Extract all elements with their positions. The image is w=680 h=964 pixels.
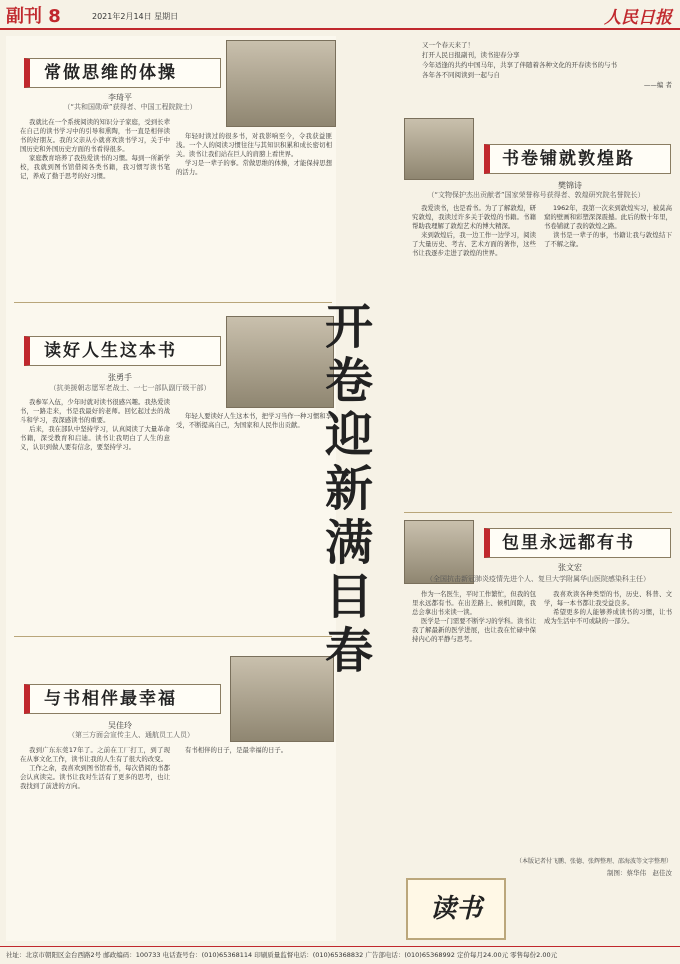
paragraph: 我爱读书，也是看书。为了了解敦煌，研究敦煌，我读过许多关于敦煌的书籍。书籍帮助我理解了敦煌艺术的博大精深。 bbox=[412, 204, 536, 230]
article-3-title: 与书相伴最幸福 bbox=[44, 689, 177, 709]
divider bbox=[14, 636, 332, 637]
paragraph: 学习是一辈子的事。常做思维的体操，才能保持思想的活力。 bbox=[176, 159, 332, 176]
article-1-title: 常做思维的体操 bbox=[44, 63, 177, 83]
paragraph: 希望更多的人能够养成读书的习惯，让书成为生活中不可或缺的一部分。 bbox=[544, 608, 672, 625]
divider bbox=[14, 302, 332, 303]
article-3-author: 吴佳玲 bbox=[108, 721, 132, 730]
read-label: 读书 bbox=[429, 894, 482, 924]
article-5-body-a bbox=[412, 590, 536, 850]
paragraph: 读书是一辈子的事，书籍让我与敦煌结下了不解之缘。 bbox=[544, 231, 672, 248]
article-5-affiliation: （全国抗击新冠肺炎疫情先进个人、复旦大学附属华山医院感染科主任） bbox=[426, 575, 650, 583]
quote-line: 打开人民日报副刊，读书迎春分享 bbox=[422, 51, 520, 59]
paragraph: 我喜欢读各种类型的书，历史、科普、文学，每一本书都让我受益良多。 bbox=[544, 590, 672, 607]
paragraph: 我到广东东莞17年了。之前在工厂打工，到了现在从事文化工作，读书让我的人生有了很大的改变。 bbox=[20, 746, 170, 763]
quote-line: 又一个春天来了！ bbox=[422, 41, 474, 49]
paragraph: 工作之余，我喜欢到图书馆看书，每次借阅的书都会认真读完。读书让我对生活有了更多的思考，也让我找到了前进的方向。 bbox=[20, 764, 170, 790]
quote-line: 今年适逢的共约中国马年，共享了伴随着各种文化的开春读书的与书 bbox=[422, 61, 617, 69]
paragraph: 来到敦煌后，我一边工作一边学习，阅读了大量历史、考古、艺术方面的著作，这些书让我逐步走进了敦煌的世界。 bbox=[412, 231, 536, 257]
paragraph: 医学是一门需要不断学习的学科。读书让我了解最新的医学进展，也让我在忙碌中保持内心的平静与思考。 bbox=[412, 617, 536, 643]
section-title: 副刊 8 bbox=[6, 6, 61, 27]
article-5-body-b bbox=[544, 590, 672, 850]
article-4-body-a bbox=[412, 204, 536, 504]
read-label-box bbox=[406, 878, 506, 940]
article-4-affiliation: （“文物保护杰出贡献者”国家荣誉称号获得者、敦煌研究院名誉院长） bbox=[427, 191, 645, 199]
article-4-photo bbox=[404, 118, 474, 180]
paragraph: 后来，我在部队中坚持学习，认真阅读了大量革命书籍，深受教育和启迪。读书让我明白了人生的意义，认识到做人要有信念，要坚持学习。 bbox=[20, 425, 170, 451]
article-2-affiliation: （抗美援朝志愿军老战士、一七一部队副厅级干部） bbox=[49, 384, 211, 392]
article-4-author: 樊锦诗 bbox=[558, 181, 582, 190]
paragraph: 1962年，我第一次来到敦煌实习，被莫高窟的壁画和彩塑深深震撼。此后的数十年里，书卷铺就了我的敦煌之路。 bbox=[544, 204, 672, 230]
article-3-body-b bbox=[176, 746, 332, 940]
issue-date: 2021年2月14日 星期日 bbox=[92, 12, 179, 21]
article-2-author: 张勇手 bbox=[108, 373, 132, 382]
paragraph: 有书相伴的日子，是最幸福的日子。 bbox=[184, 746, 288, 754]
article-4-body-b bbox=[544, 204, 672, 504]
quote-signature: ——编 者 bbox=[643, 81, 672, 89]
article-2-body-a bbox=[20, 398, 170, 628]
article-1-title-box bbox=[24, 58, 221, 88]
paragraph: 我参军入伍，少年时就对读书很感兴趣。我热爱读书，一路走来，书是我最好的老师。回忆起过去的战斗和学习，我深感读书的重要。 bbox=[20, 398, 170, 424]
paragraph: 作为一名医生，平时工作繁忙，但我的包里永远都有书。在出差路上、候机间隙，我总会拿出书来读一读。 bbox=[412, 590, 536, 616]
article-5-title: 包里永远都有书 bbox=[502, 533, 635, 553]
article-2-title: 读好人生这本书 bbox=[44, 341, 177, 361]
article-5-author: 张文宏 bbox=[558, 563, 582, 572]
footer-info: 社址：北京市朝阳区金台西路2号 邮政编码：100733 电话查号台：(010)65368114 印刷质量监督电话：(010)65368832 广告部电话：(010)65368992 定价每月24.00元 零售每份2.00元 bbox=[0, 946, 680, 964]
article-3-title-box bbox=[24, 684, 221, 714]
article-2-title-box bbox=[24, 336, 221, 366]
editor-note: （本版记者付飞鹏、张德、张辉整理、邵海波等文字整理） bbox=[515, 858, 672, 865]
paragraph: 家庭教育培养了我热爱读书的习惯。每到一所新学校，我就到图书馆借阅各类书籍，我习惯写读书笔记，养成了勤于思考的好习惯。 bbox=[20, 154, 170, 180]
article-3-body-a bbox=[20, 746, 170, 940]
article-3-affiliation: （第三方面会宣传主人、通航员工人员） bbox=[68, 731, 194, 739]
center-title: 开卷迎新满目春 bbox=[324, 299, 373, 679]
article-5-title-box bbox=[484, 528, 671, 558]
paragraph: 年轻人要读好人生这本书，把学习当作一种习惯和享受，不断提高自己，为国家和人民作出贡献。 bbox=[176, 412, 332, 429]
article-4-title-box bbox=[484, 144, 671, 174]
article-1-body-a bbox=[20, 118, 170, 294]
editor-credit: 制图：蔡华伟 赵佳汝 bbox=[607, 869, 672, 877]
paragraph: 年轻时读过的很多书，对我影响至今，令我获益匪浅。一个人的阅读习惯往往与其知识积累和成长密切相关。读书让我们站在巨人的肩膀上看世界。 bbox=[176, 132, 332, 158]
divider bbox=[404, 512, 672, 513]
article-4-title: 书卷铺就敦煌路 bbox=[502, 149, 635, 169]
editor-quote bbox=[422, 40, 672, 110]
article-1-author: 李琦平 bbox=[108, 93, 132, 102]
article-1-photo bbox=[226, 40, 336, 127]
article-1-affiliation: （“共和国勋章”获得者、中国工程院院士） bbox=[63, 103, 197, 111]
quote-line: 各年各不同阅读到一起与自 bbox=[422, 71, 500, 79]
article-1-body-b bbox=[176, 132, 332, 294]
newspaper-logo: 人民日报 bbox=[604, 8, 672, 28]
paragraph: 我就比在一个系统阅读的知识分子家庭，受到长辈在自己的读书学习中的引导和熏陶，书一直是相伴读书的好朋友。我的父亲从小就喜欢读书学习，关于中国历史和外国历史方面的书看得很多。 bbox=[20, 118, 170, 153]
